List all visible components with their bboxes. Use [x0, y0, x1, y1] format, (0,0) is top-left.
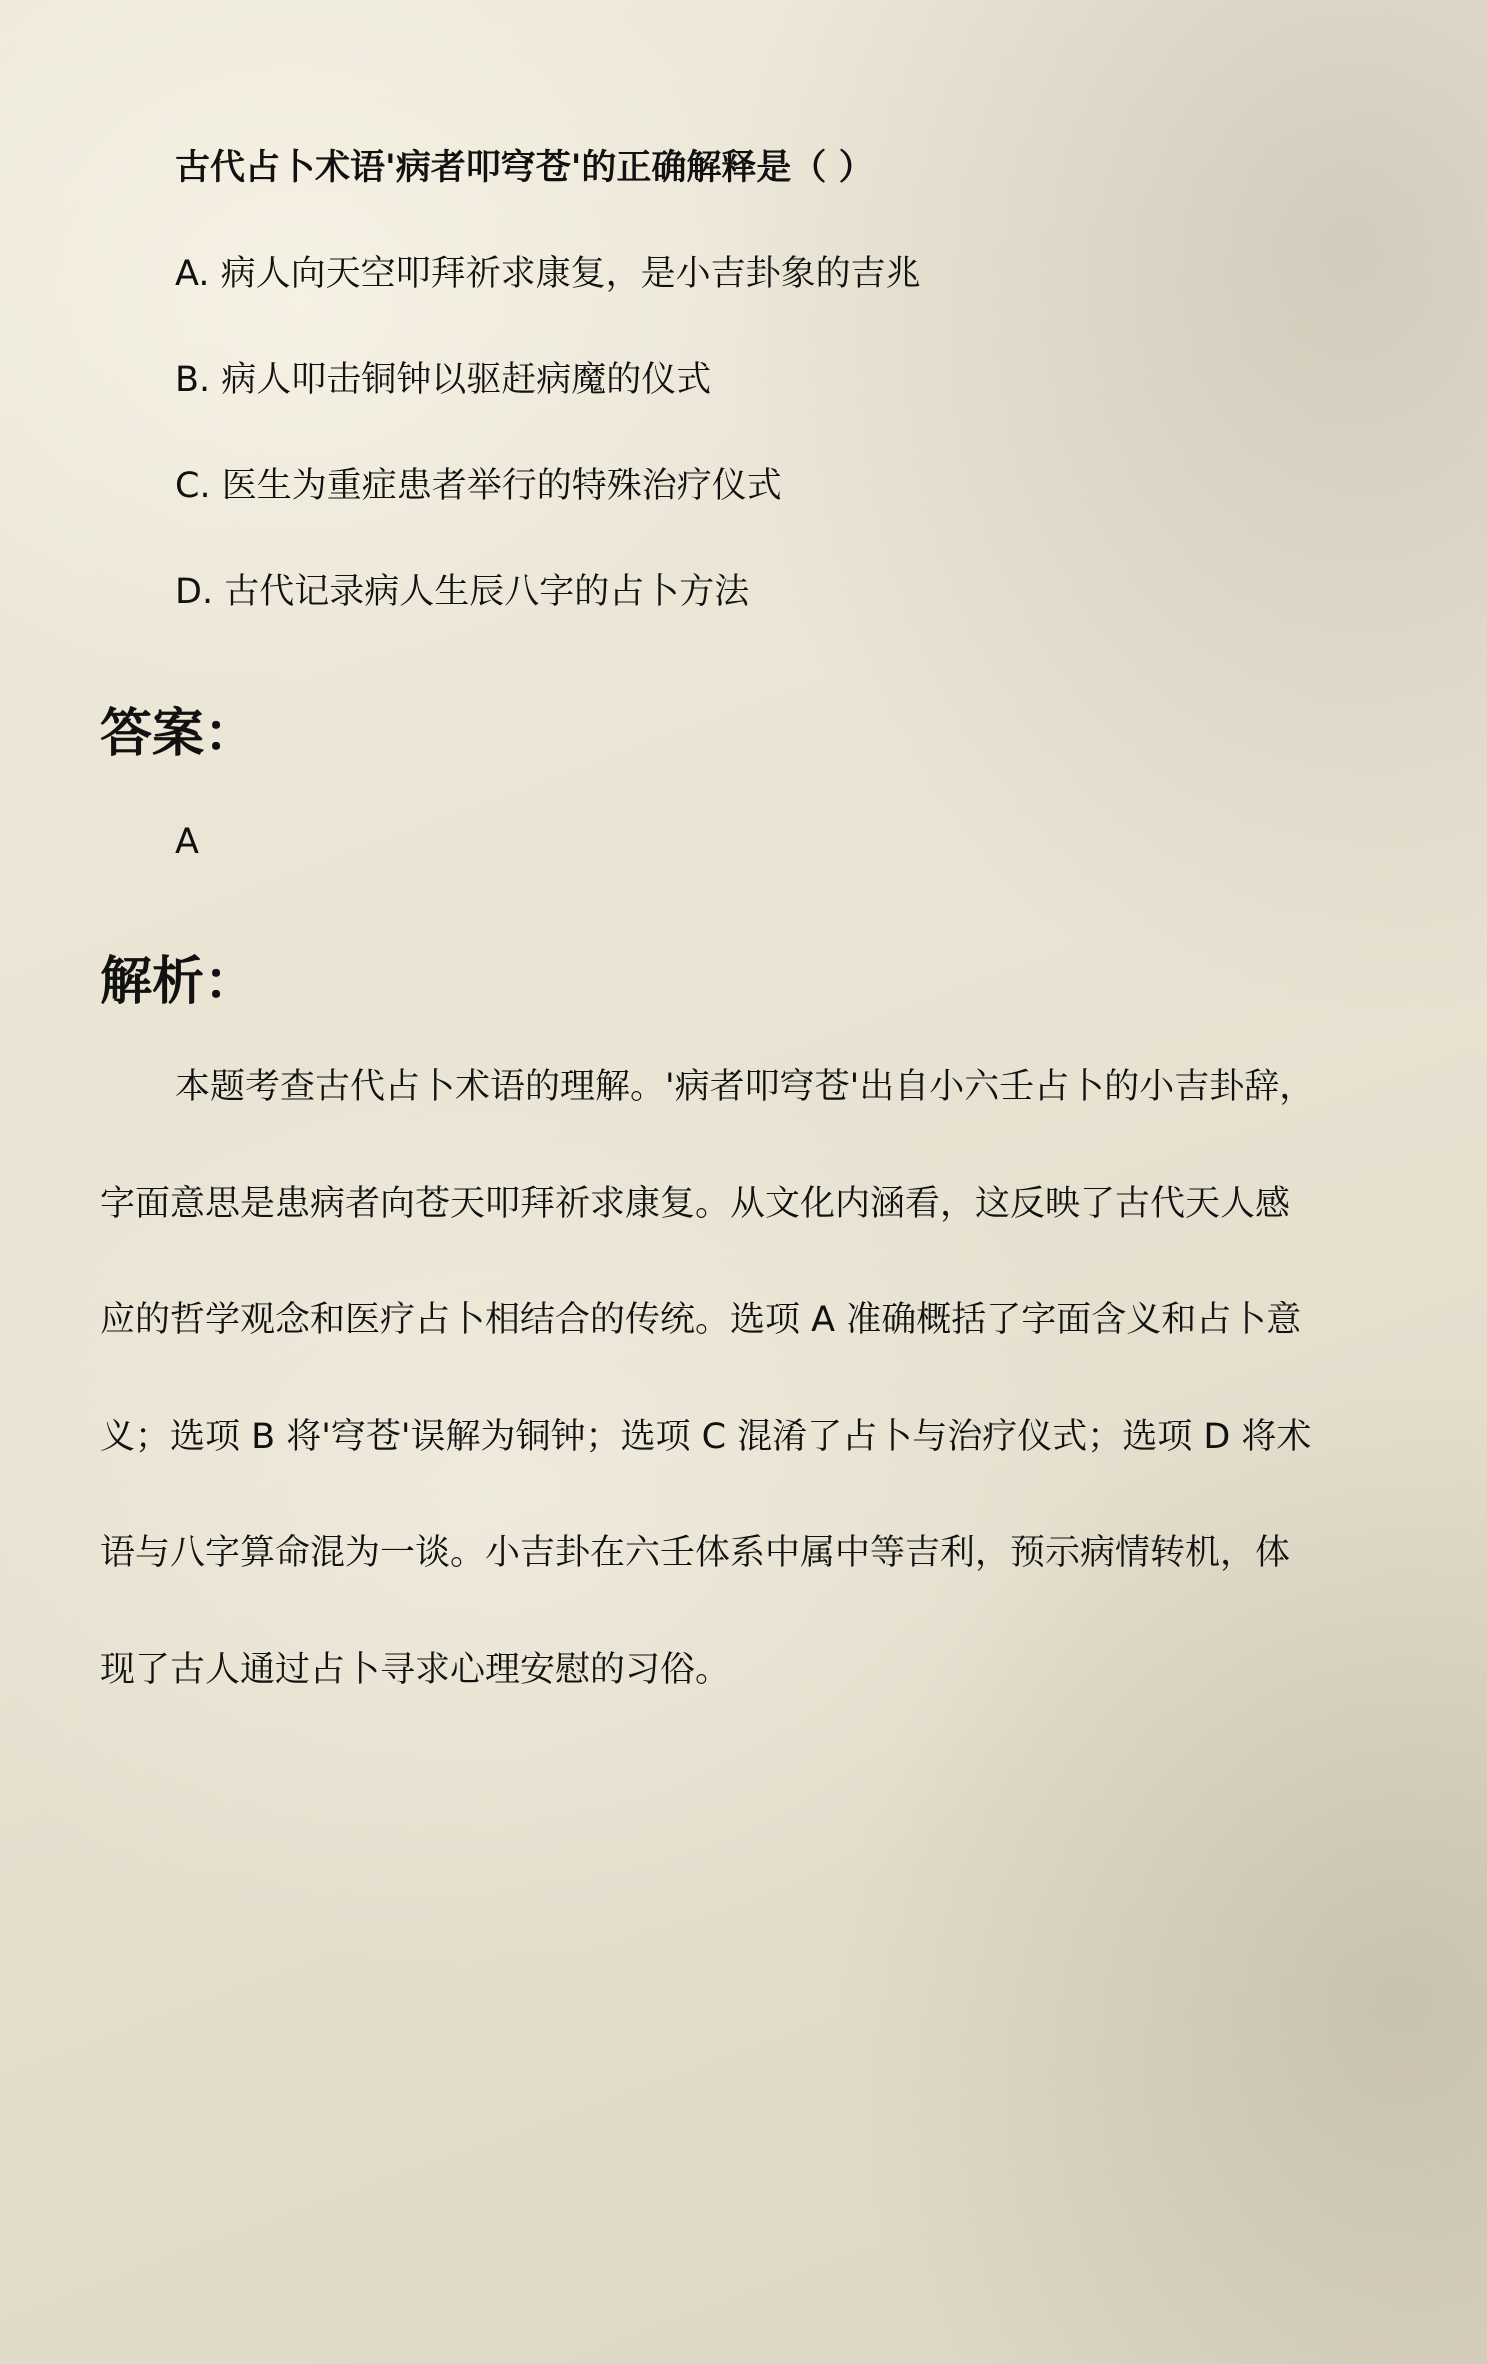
analysis-line: 义；选项 B 将'穹苍'误解为铜钟；选项 C 混淆了占卜与治疗仪式；选项 D 将术: [100, 1416, 1312, 1457]
option-c: C. 医生为重症患者举行的特殊治疗仪式: [175, 466, 782, 506]
analysis-heading: 解析：: [100, 952, 257, 1012]
answer-heading: 答案：: [100, 704, 257, 764]
option-b: B. 病人叩击铜钟以驱赶病魔的仪式: [175, 360, 712, 400]
question-text: 古代占卜术语'病者叩穹苍'的正确解释是（ ）: [175, 148, 874, 188]
answer-value: A: [175, 822, 199, 862]
analysis-line: 本题考查古代占卜术语的理解。'病者叩穹苍'出自小六壬占卜的小吉卦辞，: [175, 1067, 1315, 1107]
option-d: D. 古代记录病人生辰八字的占卜方法: [175, 572, 750, 612]
analysis-line: 语与八字算命混为一谈。小吉卦在六壬体系中属中等吉利，预示病情转机，体: [100, 1533, 1291, 1574]
option-a: A. 病人向天空叩拜祈求康复，是小吉卦象的吉兆: [175, 254, 921, 294]
analysis-paragraph: [100, 1063, 1370, 1763]
options-list: [175, 250, 921, 674]
analysis-line: 应的哲学观念和医疗占卜相结合的传统。选项 A 准确概括了字面含义和占卜意: [100, 1300, 1302, 1341]
analysis-line: 现了古人通过占卜寻求心理安慰的习俗。: [100, 1649, 731, 1690]
analysis-line: 字面意思是患病者向苍天叩拜祈求康复。从文化内涵看，这反映了古代天人感: [100, 1183, 1291, 1224]
